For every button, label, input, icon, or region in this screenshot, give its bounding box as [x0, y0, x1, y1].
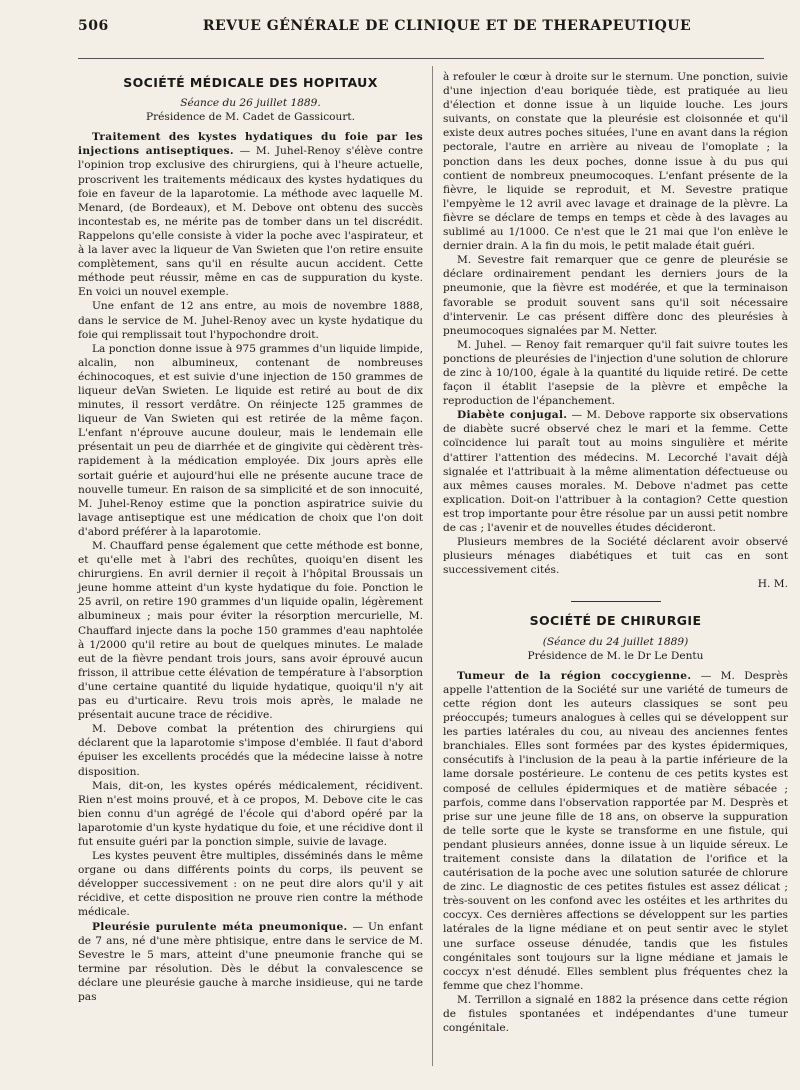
paragraph-text: — M. Desprès appelle l'attention de la Société sur une variété de tumeurs de cette région dont les auteurs classiques se sont peu préoccupés; tumeurs analogues à celles qui se développent sur les parties latérales du cou, au niveau des anciennes fentes branchiales. Elles sont formées par des kystes épidermiques, consécutifs à l'inclusion de la peau à la partie inférieure de la lame dorsale postérieure. Le contenu de ces petits kystes est composé de cellules épidermiques et de matière sébacée ; parfois, comme dans l'observation rapportée par M. Desprès et prise sur une jeune fille de 18 ans, on observe la suppuration de telle sorte que le kyste se transforme en une fistule, qui pendant plusieurs années, donne issue à un liquide séreux. Le traitement consiste dans la dilatation de l'orifice et la cautérisation de la poche avec une solution saturée de chlorure de zinc. Le diagnostic de ces petites fistules est assez délicat ; très-souvent on les confond avec les ostéites et les arthrites du coccyx. Ces dernières affections se développent sur les parties latérales de la ligne médiane et on peut sentir avec le stylet une surface osseuse dénudée, tandis que les fistules congénitales sont toujours sur la ligne médiane et jamais le coccyx n'est dénudé. Elles semblent plus fréquentes chez la femme que chez l'homme. [443, 669, 788, 992]
paragraph-text: — M. Juhel-Renoy s'élève contre l'opinion trop exclusive des chirurgiens, qui à l'heure actuelle, proscrivent les traitements médicaux des kystes hydatiques du foie en faveur de la laparotomie. La méthode avec laquelle M. Menard, (de Bordeaux), et M. Debove ont obtenu des succès incontestab es, ne mérite pas de tomber dans un tel discrédit. Rappelons qu'elle consiste à vider la poche avec l'aspirateur, et à la laver avec la liqueur de Van Swieten que l'on retire ensuite complètement, sans qu'il en résulte aucun accident. Cette méthode peut réussir, même en cas de suppuration du kyste. En voici un nouvel exemple. [78, 145, 423, 299]
seance-date: (Séance du 24 juillet 1889) [542, 635, 689, 648]
column-divider [432, 66, 433, 1066]
article-heading: Pleurésie purulente méta pneumonique. [92, 920, 348, 933]
seance-date: Séance du 26 juillet 1889. [180, 97, 321, 110]
section-rule [571, 601, 661, 602]
left-column [78, 70, 423, 1004]
article-heading: Diabète conjugal. [457, 409, 568, 422]
paragraph: M. Debove combat la prétention des chirurgiens qui déclarent que la laparotomie s'impose d'emblée. Il faut d'abord épuiser les excellents procédés que la médecine laisse à notre disposition. [78, 723, 423, 778]
paragraph-text: — Un enfant de 7 ans, né d'une mère phtisique, entre dans le service de M. Sevestre le 5 mars, atteint d'une pneumonie franche qui se termine par résolution. Dès le début la convalescence se déclare une pleurésie gauche à marche insidieuse, qui ne tarde pas [78, 920, 423, 1003]
paragraph: M. Chauffard pense également que cette méthode est bonne, et qu'elle met à l'abri des rechûtes, quoiqu'en disent les chirurgiens. En avril dernier il reçoit à l'hôpital Broussais un jeune homme atteint d'un kyste hydatique du foie. Ponction le 25 avril, on retire 190 grammes d'un liquide opalin, légèrement albumineux ; mais pour éviter la résorption mercurielle, M. Chauffard injecte dans la poche 150 grammes d'eau naphtolée à 1/2000 qu'il retire au bout de quelques minutes. Le malade eut de la fièvre pendant trois jours, sans avoir éprouvé aucun frisson, il attribue cette élévation de température à l'absorption d'une certaine quantité du liquide hydatique, quoiqu'il n'y ait pas eu d'urticaire. Revu trois mois après, le malade ne présentait aucune trace de récidive. [78, 540, 423, 722]
header-rule [78, 58, 764, 59]
paragraph: Plusieurs membres de la Société déclarent avoir observé plusieurs ménages diabétiques et tuit cas en sont successivement cités. [443, 536, 788, 577]
paragraph [443, 408, 788, 535]
paragraph: M. Sevestre fait remarquer que ce genre de pleurésie se déclare ordinairement pendant les derniers jours de la pneumonie, que la fièvre est modérée, et que la terminaison favorable se produit souvent sans qu'il soit nécessaire d'intervenir. Le cas présent diffère donc des pleurésies à pneumocoques signalées par M. Netter. [443, 254, 788, 337]
paragraph [443, 669, 788, 993]
paragraph: à refouler le cœur à droite sur le sternum. Une ponction, suivie d'une injection d'eau boriquée tiède, est pratiquée au lieu d'élection et donne issue à un liquide louche. Les jours suivants, on constate que la pleurésie est cloisonnée et qu'il existe deux autres poches situées, l'une en avant dans la région pectorale, l'autre en arrière au niveau de l'omoplate ; la ponction dans les deux poches, donne issue à du pus qui contient de nombreux pneumocoques. L'enfant présente de la fièvre, le liquide se reproduit, et M. Sevestre pratique l'empyème le 12 avril avec lavage et drainage de la plèvre. La fièvre se déclare de temps en temps et cède à des lavages au sublimé au 1/1000. Ce n'est que le 21 mai que l'on enlève le dernier drain. A la fin du mois, le petit malade était guéri. [443, 71, 788, 253]
section-title-hopitaux: SOCIÉTÉ MÉDICALE DES HOPITAUX [123, 75, 378, 90]
paragraph: M. Juhel. — Renoy fait remarquer qu'il fait suivre toutes les ponctions de pleurésies de l'injection d'une solution de chlorure de zinc à 10/100, égale à la quantité du liquide retiré. De cette façon il établit l'asepsie de la plèvre et empêche la reproduction de l'épanchement. [443, 338, 788, 408]
running-title: REVUE GÉNÉRALE DE CLINIQUE ET DE THERAPEUTIQUE [202, 18, 692, 34]
article-heading: Traitement des kystes hydatiques du foie par les injections antiseptiques. [78, 131, 423, 158]
paragraph-text: — M. Debove rapporte six observations de diabète sucré observé chez le mari et la femme. Cette coïncidence lui paraît tout au moins singulière et mérite d'attirer l'attention des médecins. M. Lecorché l'avait déjà signalée et l'attribuait à la même alimentation défectueuse ou aux mêmes causes morales. M. Debove n'admet pas cette explication. Doit-on l'attribuer à la contagion? Cette question est trop importante pour être résolue par un aussi petit nombre de cas ; l'avenir et de nouvelles études décideront. [443, 409, 788, 534]
paragraph: Mais, dit-on, les kystes opérés médicalement, récidivent. Rien n'est moins prouvé, et à ce propos, M. Debove cite le cas bien connu d'un agrégé de l'école qui d'abord opéré par la laparotomie d'un kyste hydatique du foie, et une récidive dont il fut ensuite guéri par la ponction simple, suivie de lavage. [78, 779, 423, 848]
article-heading: Tumeur de la région coccygienne. [457, 669, 692, 682]
presidence-line: Présidence de M. Cadet de Gassicourt. [145, 111, 356, 124]
paragraph: Une enfant de 12 ans entre, au mois de novembre 1888, dans le service de M. Juhel-Renoy avec un kyste hydatique du foie qui remplissait tout l'hypochondre droit. [78, 300, 423, 341]
running-header [78, 18, 764, 40]
paragraph [78, 130, 423, 299]
paragraph: Les kystes peuvent être multiples, disséminés dans le même organe ou dans différents points du corps, ils peuvent se développer successivement : on ne peut dire alors qu'il y ait récidive, et cette disposition ne prouve rien contre la méthode médicale. [78, 850, 423, 919]
paragraph: La ponction donne issue à 975 grammes d'un liquide limpide, alcalin, non albumineux, contenant de nombreuses échinocoques, et est suivie d'une injection de 150 grammes de liqueur deVan Swieten. Le liquide est retiré au bout de dix minutes, il ressort verdâtre. On réinjecte 125 grammes de liqueur de Van Swieten qui est retirée de la même façon. L'enfant n'éprouve aucune douleur, mais le lendemain elle présentait un peu de diarrhée et de gingivite qui cèdèrent très-rapidement à la médication employée. Dix jours après elle sortait guérie et aujourd'hui elle ne présente aucune trace de nouvelle tumeur. En raison de sa simplicité et de son innocuité, M. Juhel-Renoy estime que la ponction aspiratrice suivie du lavage antiseptique est une médication de choix que l'on doit d'abord préférer à la laparotomie. [78, 342, 423, 538]
paragraph [78, 920, 423, 1005]
signature: H. M. [757, 578, 788, 591]
page-number: 506 [78, 18, 109, 34]
paragraph: M. Terrillon a signalé en 1882 la présence dans cette région de fistules spontanées et indépendantes d'une tumeur congénitale. [443, 993, 788, 1035]
signature-line [443, 577, 788, 591]
right-column [443, 70, 788, 1035]
presidence-line: Présidence de M. le Dr Le Dentu [527, 649, 704, 662]
section-title-chirurgie: SOCIÉTÉ DE CHIRURGIE [529, 613, 702, 629]
